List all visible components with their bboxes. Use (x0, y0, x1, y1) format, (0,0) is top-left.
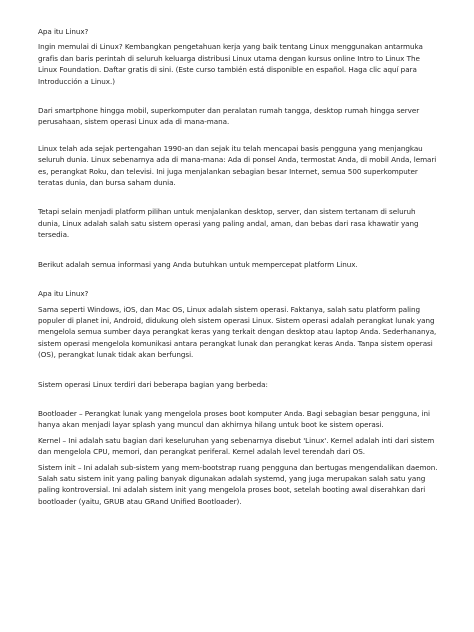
paragraph-devices: Dari smartphone hingga mobil, superkomputer dan peralatan rumah tangga, desktop rumah hingga server perusahaan, sistem operasi Linux ada di mana-mana. (38, 106, 420, 127)
paragraph-intro: Ingin memulai di Linux? Kembangkan pengetahuan kerja yang baik tentang Linux menggunakan antarmuka grafis dan baris perintah di seluruh keluarga distribusi Linux utama dengan kursus online Intro to Linux The Linux Foundation. Daftar gratis di sini. (Este curso también está disponible en español. Haga clic aquí para Introducción a Linux.) (38, 42, 423, 86)
heading-what-is-linux: Apa itu Linux? (38, 27, 89, 36)
paragraph-init-system: Sistem init – Ini adalah sub-sistem yang mem-bootstrap ruang pengguna dan bertugas mengendalikan daemon. Salah satu sistem init yang paling banyak digunakan adalah systemd, yang juga merupakan salah satu yang paling kontroversial. Ini adalah sistem init yang mengelola proses boot, setelah booting awal diserahkan dari bootloader (yaitu, GRUB atau GRand Unified Bootloader). (38, 462, 438, 506)
paragraph-info: Berikut adalah semua informasi yang Anda butuhkan untuk mempercepat platform Linux. (38, 259, 358, 269)
paragraph-parts: Sistem operasi Linux terdiri dari beberapa bagian yang berbeda: (38, 379, 268, 389)
heading-what-is-linux-2: Apa itu Linux? (38, 289, 89, 299)
paragraph-kernel: Kernel – Ini adalah satu bagian dari keseluruhan yang sebenarnya disebut 'Linux'. Kernel adalah inti dari sistem dan mengelola CPU, memori, dan perangkat periferal. Kernel adalah level terendah dari OS. (38, 435, 435, 457)
paragraph-platform: Tetapi selain menjadi platform pilihan untuk menjalankan desktop, server, dan sistem tertanam di seluruh dunia, Linux adalah salah satu sistem operasi yang paling andal, aman, dan bebas dari rasa khawatir yang tersedia. (38, 207, 419, 240)
paragraph-history: Linux telah ada sejak pertengahan 1990-an dan sejak itu telah mencapai basis pengguna yang menjangkau seluruh dunia. Linux sebenarnya ada di mana-mana: Ada di ponsel Anda, termostat Anda, di mobil Anda, lemari es, perangkat Roku, dan televisi. Ini juga menjalankan sebagian besar Internet, semua 500 superkomputer teratas dunia, dan bursa saham dunia. (38, 143, 437, 188)
document-body (38, 26, 438, 507)
paragraph-operating-system: Sama seperti Windows, iOS, dan Mac OS, Linux adalah sistem operasi. Faktanya, salah satu platform paling populer di planet ini, Android, didukung oleh sistem operasi Linux. Sistem operasi adalah perangkat lunak yang mengelola semua sumber daya perangkat keras yang terkait dengan desktop atau laptop Anda. Sederhananya, sistem operasi mengelola komunikasi antara perangkat lunak dan perangkat keras Anda. Tanpa sistem operasi (OS), perangkat lunak tidak akan berfungsi. (38, 304, 437, 360)
paragraph-bootloader: Bootloader – Perangkat lunak yang mengelola proses boot komputer Anda. Bagi sebagian besar pengguna, ini hanya akan menjadi layar splash yang muncul dan akhirnya hilang untuk boot ke sistem operasi. (38, 408, 430, 430)
